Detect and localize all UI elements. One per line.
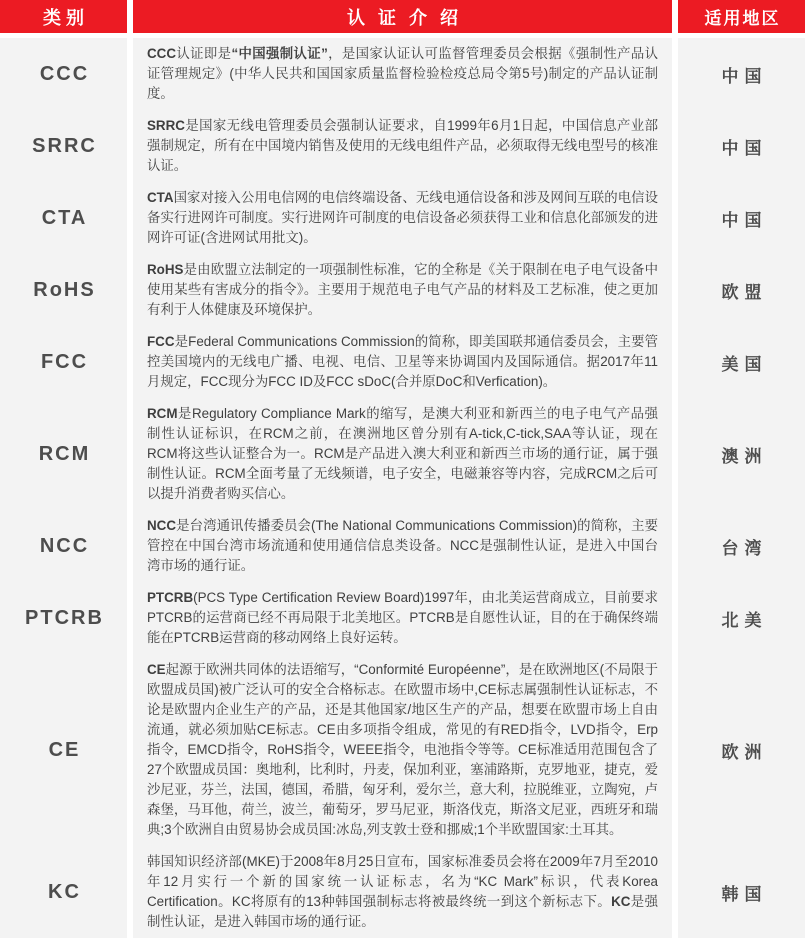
region-label: 美国 [721,354,768,374]
region-cell [678,654,805,846]
intro-text: SRRC是国家无线电管理委员会强制认证要求，自1999年6月1日起，中国信息产业部强制规定，所有在中国境内销售及使用的无线电组件产品，必须取得无线电型号的核准认证。 [147,118,658,173]
header-category [0,0,127,33]
intro-cell [133,254,672,326]
category-label: SRRC [32,134,97,157]
region-cell [678,846,805,938]
region-label: 中国 [721,138,768,158]
region-cell [678,182,805,254]
region-cell [678,110,805,182]
intro-cell [133,38,672,110]
table-row [0,654,805,846]
table-row [0,582,805,654]
intro-cell [133,326,672,398]
category-cell [0,846,127,938]
intro-text: NCC是台湾通讯传播委员会(The National Communications Commission)的简称，主要管控在中国台湾市场流通和使用通信信息类设备。NCC是强制性认证，是进入中国台湾市场的通行证。 [147,518,658,573]
intro-cell [133,182,672,254]
category-label: FCC [40,350,89,373]
category-cell [0,654,127,846]
region-label: 台湾 [721,538,768,558]
region-cell [678,254,805,326]
intro-text: CCC认证即是“中国强制认证”，是国家认证认可监督管理委员会根据《强制性产品认证管理规定》(中华人民共和国国家质量监督检验检疫总局令第5号)制定的产品认证制度。 [147,46,659,101]
intro-cell [133,846,672,938]
table-row [0,510,805,582]
region-label: 中国 [721,66,768,86]
intro-text: 韩国知识经济部(MKE)于2008年8月25日宣布，国家标准委员会将在2009年7月至2010年12月实行一个新的国家统一认证标志，名为“KC Mark”标识，代表Korea Certification。KC将原有的13种韩国强制标志将被最终统一到这个新标志下。KC是强制性认证，是进入韩国市场的通行证。 [147,854,658,929]
region-cell [678,582,805,654]
category-cell [0,510,127,582]
category-label: CE [48,738,81,761]
table-row [0,38,805,110]
category-label: RoHS [33,278,96,301]
intro-text: CE起源于欧洲共同体的法语缩写，“Conformité Européenne”，是在欧洲地区(不局限于欧盟成员国)被广泛认可的安全合格标志。在欧盟市场中,CE标志属强制性认证标志，不论是欧盟内企业生产的产品，还是其他国家/地区生产的产品，想要在欧盟市场上自由流通，就必须加贴CE标志。CE由多项指令组成，常见的有RED指令，LVD指令，Erp指令，EMCD指令，RoHS指令，WEEE指令，电池指令等等。CE标准适用范围包含了27个欧盟成员国：奥地利，比利时，丹麦，保加利亚，塞浦路斯，克罗地亚，捷克，爱沙尼亚，芬兰，法国，德国，希腊，匈牙利，爱尔兰，意大利，拉脱维亚，立陶宛，卢森堡，马耳他，荷兰，波兰，葡萄牙，罗马尼亚，斯洛伐克，斯洛文尼亚，西班牙和瑞典;3个欧洲自由贸易协会成员国:冰岛,列支敦士登和挪威;1个半欧盟国家:土耳其。 [147,662,658,837]
category-label: CTA [41,206,88,229]
intro-cell [133,582,672,654]
intro-cell [133,110,672,182]
region-label: 韩国 [721,884,768,904]
table-row [0,846,805,938]
table-row [0,398,805,510]
header-region-label: 适用地区 [704,9,781,28]
category-cell [0,182,127,254]
category-label: PTCRB [25,606,104,629]
intro-cell [133,654,672,846]
intro-cell [133,510,672,582]
region-label: 中国 [721,210,768,230]
region-cell [678,38,805,110]
intro-text: PTCRB(PCS Type Certification Review Board)1997年，由北美运营商成立，目前要求PTCRB的运营商已经不再局限于北美地区。PTCRB是自愿性认证，目的在于确保终端能在PTCRB运营商的移动网络上良好运转。 [147,590,658,645]
intro-text: RCM是Regulatory Compliance Mark的缩写，是澳大利亚和新西兰的电子电气产品强制性认证标识，在RCM之前，在澳洲地区曾分别有A-tick,C-tick,SAA等认证，现在RCM将这些认证整合为一。RCM是产品进入澳大利亚和新西兰市场的通行证，属于强制性认证。RCM全面考量了无线频谱，电子安全，电磁兼容等内容，完成RCM之后可以提升消费者购买信心。 [147,406,658,501]
header-intro-label: 认证介绍 [347,7,471,28]
table-row [0,254,805,326]
category-cell [0,254,127,326]
category-cell [0,110,127,182]
category-cell [0,38,127,110]
category-label: CCC [39,62,90,85]
table-row [0,326,805,398]
region-label: 欧盟 [721,282,768,302]
region-cell [678,398,805,510]
region-label: 欧洲 [721,742,768,762]
intro-text: CTA国家对接入公用电信网的电信终端设备、无线电通信设备和涉及网间互联的电信设备实行进网许可制度。实行进网许可制度的电信设备必须获得工业和信息化部颁发的进网许可证(含进网试用批文)。 [147,190,658,245]
category-cell [0,326,127,398]
region-label: 北美 [721,610,768,630]
header-region [678,0,805,33]
header-intro [133,0,672,33]
intro-cell [133,398,672,510]
table-header-row [0,0,805,33]
category-cell [0,582,127,654]
table-body [0,38,805,938]
category-cell [0,398,127,510]
category-label: RCM [38,442,91,465]
region-label: 澳洲 [721,446,768,466]
header-category-label: 类别 [43,7,89,28]
region-cell [678,326,805,398]
intro-text: RoHS是由欧盟立法制定的一项强制性标准，它的全称是《关于限制在电子电气设备中使用某些有害成分的指令》。主要用于规范电子电气产品的材料及工艺标准，使之更加有利于人体健康及环境保护。 [147,262,658,317]
region-cell [678,510,805,582]
category-label: KC [48,880,81,903]
intro-text: FCC是Federal Communications Commission的简称，即美国联邦通信委员会，主要管控美国境内的无线电广播、电视、电信、卫星等来协调国内及国际通信。据2017年11月规定，FCC现分为FCC ID及FCC sDoC(合并原DoC和Verfication)。 [147,334,658,389]
table-row [0,182,805,254]
category-label: NCC [39,534,90,557]
table-row [0,110,805,182]
